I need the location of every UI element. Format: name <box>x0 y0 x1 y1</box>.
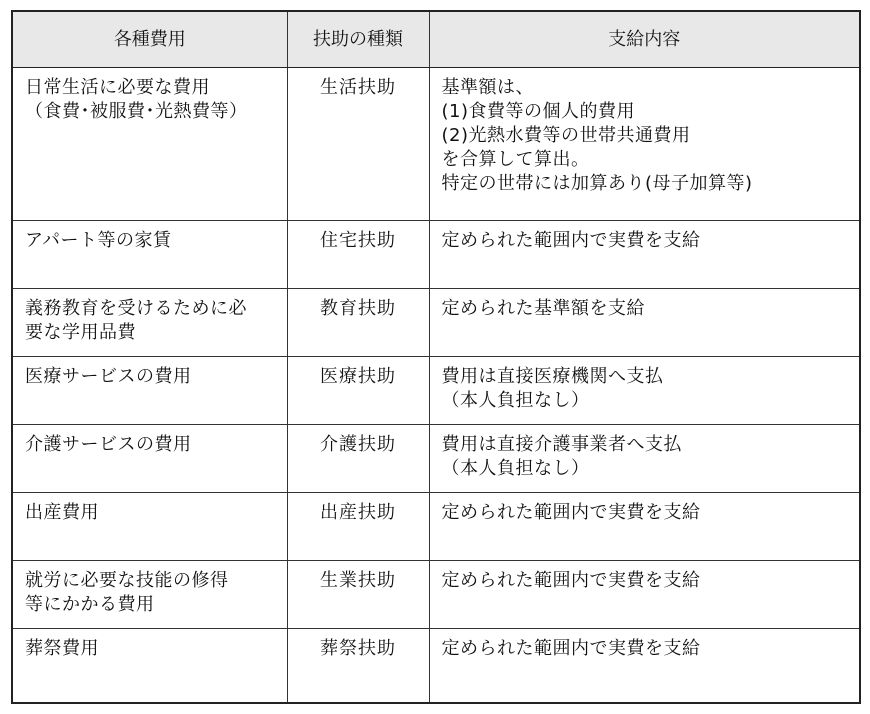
expense-cell <box>12 425 287 493</box>
content-text: 費用は直接医療機関へ支払 <box>441 366 664 387</box>
expense-text: 出産費用 <box>25 502 99 523</box>
table-row <box>12 221 860 289</box>
content-cell <box>429 629 860 704</box>
expense-cell <box>12 289 287 357</box>
expense-text: （食費･被服費･光熱費等） <box>25 101 248 122</box>
aid-type-cell: 生業扶助 <box>287 561 429 629</box>
table-row <box>12 629 860 704</box>
expense-text: 等にかかる費用 <box>25 594 155 615</box>
content-text: 基準額は、 <box>441 77 534 98</box>
header-aid-type: 扶助の種類 <box>287 11 429 68</box>
expense-cell <box>12 493 287 561</box>
aid-type-cell: 介護扶助 <box>287 425 429 493</box>
public-assistance-table <box>11 10 861 704</box>
content-text: 定められた基準額を支給 <box>441 298 645 319</box>
expense-cell <box>12 221 287 289</box>
header-content: 支給内容 <box>429 11 860 68</box>
table-row <box>12 425 860 493</box>
expense-text: 医療サービスの費用 <box>25 366 192 387</box>
content-text: を合算して算出。 <box>441 149 590 170</box>
header-expense: 各種費用 <box>12 11 287 68</box>
expense-text: 要な学用品費 <box>25 322 136 343</box>
content-text: 費用は直接介護事業者へ支払 <box>441 434 682 455</box>
table-row <box>12 561 860 629</box>
content-text: (2)光熱水費等の世帯共通費用 <box>441 125 691 146</box>
table-row <box>12 493 860 561</box>
aid-type-cell: 医療扶助 <box>287 357 429 425</box>
content-cell <box>429 221 860 289</box>
aid-type-cell: 住宅扶助 <box>287 221 429 289</box>
content-cell <box>429 493 860 561</box>
expense-text: 葬祭費用 <box>25 638 99 659</box>
aid-type-cell: 出産扶助 <box>287 493 429 561</box>
content-text: 定められた範囲内で実費を支給 <box>441 638 701 659</box>
table-row <box>12 289 860 357</box>
content-cell <box>429 68 860 221</box>
content-text: 定められた範囲内で実費を支給 <box>441 230 701 251</box>
content-text: 定められた範囲内で実費を支給 <box>441 570 701 591</box>
content-cell <box>429 357 860 425</box>
content-text: (1)食費等の個人的費用 <box>441 101 635 122</box>
expense-text: 介護サービスの費用 <box>25 434 192 455</box>
table-row <box>12 357 860 425</box>
aid-type-cell: 生活扶助 <box>287 68 429 221</box>
aid-type-cell: 教育扶助 <box>287 289 429 357</box>
aid-type-cell: 葬祭扶助 <box>287 629 429 704</box>
expense-text: 義務教育を受けるために必 <box>25 298 247 319</box>
content-cell <box>429 561 860 629</box>
expense-cell <box>12 68 287 221</box>
content-cell <box>429 289 860 357</box>
content-text: （本人負担なし） <box>441 458 590 479</box>
expense-text: アパート等の家賃 <box>25 230 172 251</box>
expense-cell <box>12 629 287 704</box>
content-text: 定められた範囲内で実費を支給 <box>441 502 701 523</box>
expense-text: 就労に必要な技能の修得 <box>25 570 229 591</box>
table-row <box>12 68 860 221</box>
content-text: 特定の世帯には加算あり(母子加算等) <box>441 173 753 194</box>
content-cell <box>429 425 860 493</box>
expense-cell <box>12 561 287 629</box>
expense-text: 日常生活に必要な費用 <box>25 77 210 98</box>
content-text: （本人負担なし） <box>441 390 590 411</box>
expense-cell <box>12 357 287 425</box>
header-row <box>12 11 860 68</box>
